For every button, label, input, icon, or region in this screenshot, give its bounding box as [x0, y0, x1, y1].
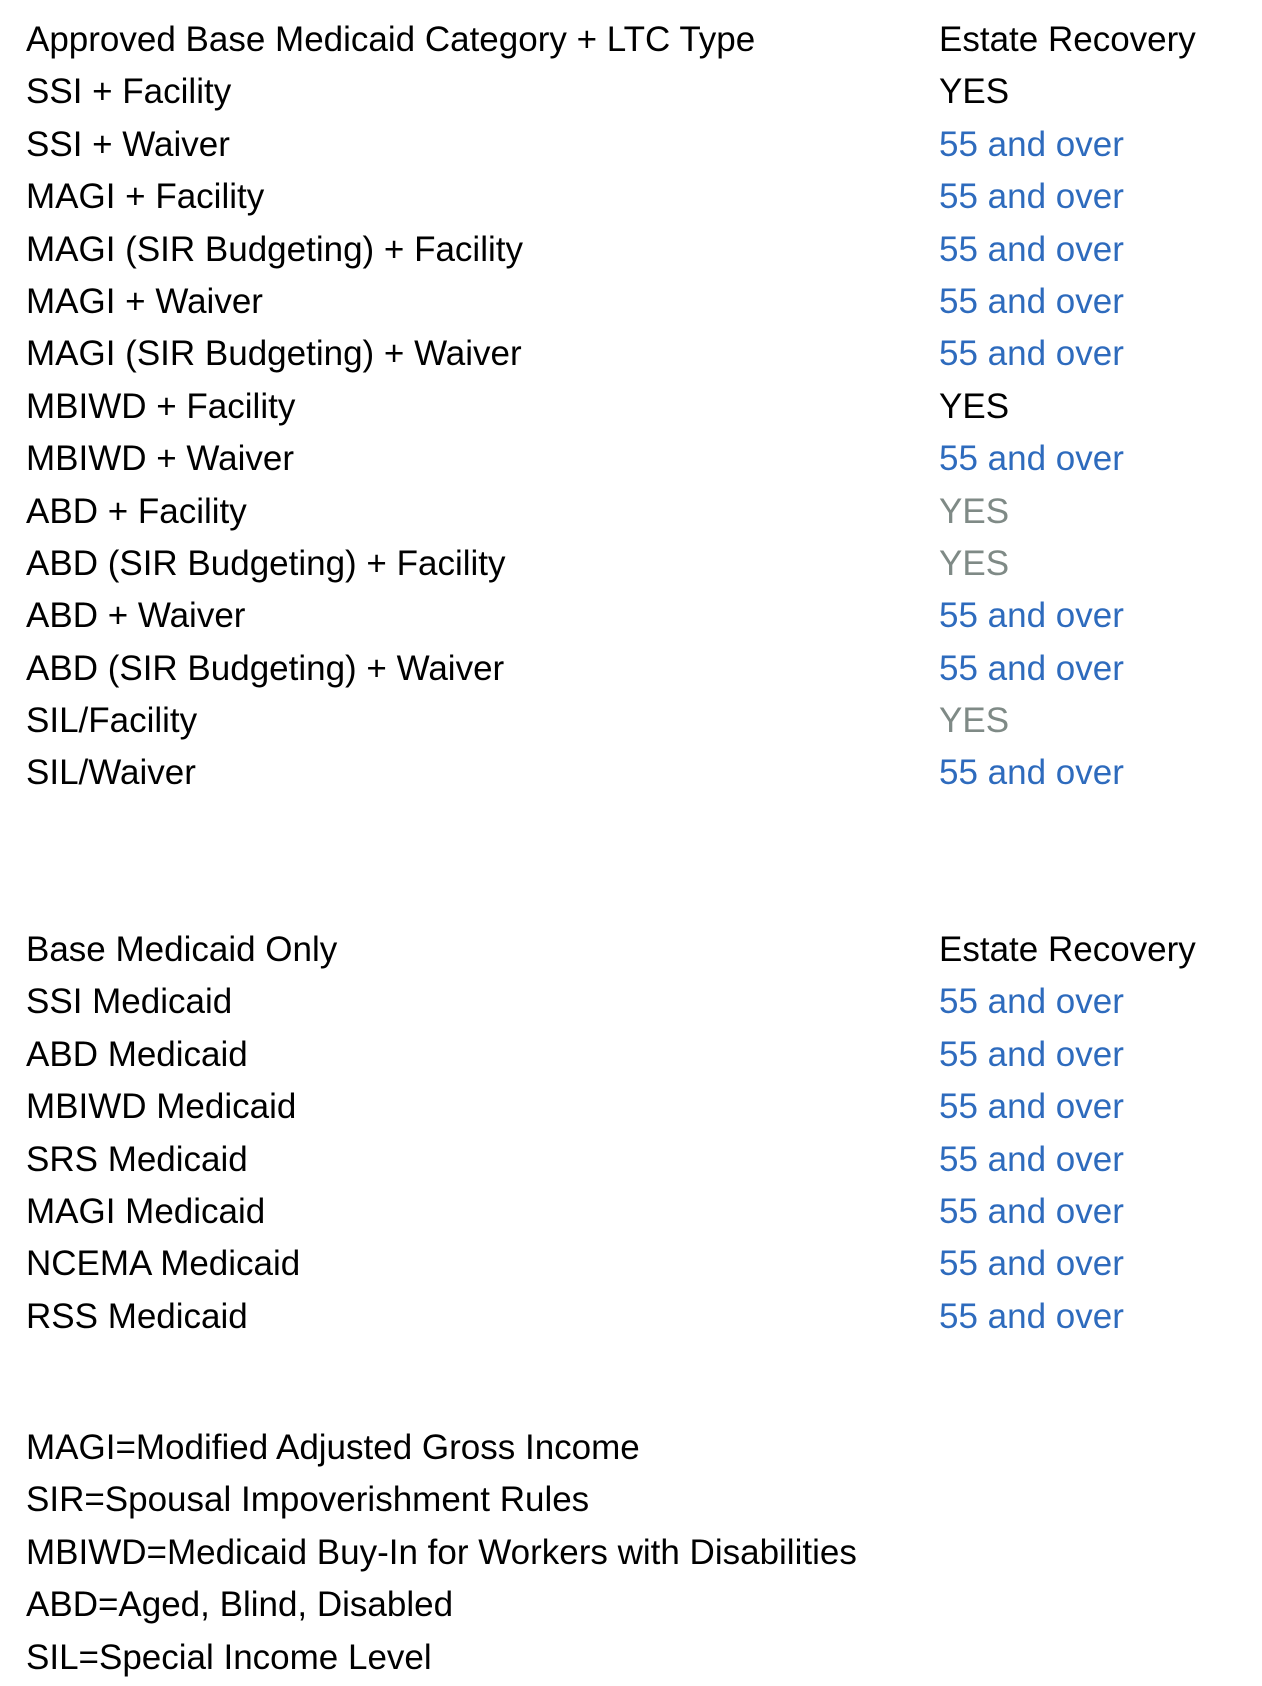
table-row — [26, 1029, 1256, 1081]
category-cell: SRS Medicaid — [26, 1139, 248, 1179]
estate-recovery-cell: 55 and over — [939, 1244, 1124, 1284]
estate-recovery-cell: 55 and over — [939, 1139, 1124, 1179]
category-cell: MAGI Medicaid — [26, 1191, 266, 1231]
category-cell: MBIWD + Waiver — [26, 439, 295, 479]
category-header: Approved Base Medicaid Category + LTC Type — [26, 20, 756, 59]
ltc-table — [26, 14, 1256, 800]
table-row — [26, 381, 1256, 433]
legend-item: SIR=Spousal Impoverishment Rules — [26, 1480, 590, 1520]
table-row — [26, 224, 1256, 276]
table-row — [26, 643, 1256, 695]
estate-recovery-cell: YES — [939, 386, 1010, 426]
estate-recovery-cell: 55 and over — [939, 1296, 1124, 1336]
estate-recovery-cell: 55 and over — [939, 281, 1124, 321]
table-row — [26, 1186, 1256, 1238]
estate-recovery-cell: 55 and over — [939, 177, 1124, 217]
table-row — [26, 976, 1256, 1028]
table-row — [26, 486, 1256, 538]
estate-recovery-cell: 55 and over — [939, 229, 1124, 269]
category-cell: ABD Medicaid — [26, 1034, 248, 1074]
category-cell: MAGI + Waiver — [26, 281, 263, 321]
category-cell: SSI Medicaid — [26, 982, 233, 1022]
legend-item: SIL=Special Income Level — [26, 1637, 432, 1677]
estate-recovery-cell: YES — [939, 543, 1010, 583]
estate-recovery-cell: 55 and over — [939, 334, 1124, 374]
estate-recovery-cell: 55 and over — [939, 1087, 1124, 1127]
category-header: Base Medicaid Only — [26, 930, 338, 969]
table-row — [26, 538, 1256, 590]
table-row — [26, 1134, 1256, 1186]
estate-recovery-cell: 55 and over — [939, 982, 1124, 1022]
category-cell: SSI + Waiver — [26, 124, 230, 164]
table-row — [26, 1291, 1256, 1343]
table-row — [26, 66, 1256, 118]
base-table-header — [26, 924, 1256, 976]
estate-recovery-cell: 55 and over — [939, 1191, 1124, 1231]
estate-recovery-cell: 55 and over — [939, 753, 1124, 793]
table-row — [26, 1238, 1256, 1290]
table-row — [26, 747, 1256, 799]
category-cell: ABD + Facility — [26, 491, 247, 531]
table-row — [26, 276, 1256, 328]
category-cell: MAGI (SIR Budgeting) + Facility — [26, 229, 523, 269]
category-cell: NCEMA Medicaid — [26, 1244, 301, 1284]
category-cell: RSS Medicaid — [26, 1296, 248, 1336]
table-row — [26, 695, 1256, 747]
table-row — [26, 171, 1256, 223]
legend-item: MBIWD=Medicaid Buy-In for Workers with Disabilities — [26, 1532, 857, 1572]
estate-recovery-cell: YES — [939, 72, 1010, 112]
table-row — [26, 1081, 1256, 1133]
legend-item: ABD=Aged, Blind, Disabled — [26, 1585, 454, 1625]
legend-item: MAGI=Modified Adjusted Gross Income — [26, 1428, 640, 1467]
table-row — [26, 119, 1256, 171]
estate-recovery-header: Estate Recovery — [939, 930, 1196, 969]
abbreviation-legend — [26, 1422, 1256, 1684]
base-table — [26, 924, 1256, 1343]
category-cell: SSI + Facility — [26, 72, 232, 112]
category-cell: MAGI (SIR Budgeting) + Waiver — [26, 334, 522, 374]
estate-recovery-cell: 55 and over — [939, 124, 1124, 164]
category-cell: ABD + Waiver — [26, 596, 246, 636]
estate-recovery-cell: YES — [939, 701, 1010, 741]
category-cell: ABD (SIR Budgeting) + Waiver — [26, 648, 505, 688]
category-cell: MBIWD Medicaid — [26, 1087, 297, 1127]
estate-recovery-cell: YES — [939, 491, 1010, 531]
table-row — [26, 328, 1256, 380]
category-cell: MAGI + Facility — [26, 177, 265, 217]
table-row — [26, 433, 1256, 485]
estate-recovery-cell: 55 and over — [939, 596, 1124, 636]
estate-recovery-cell: 55 and over — [939, 439, 1124, 479]
category-cell: SIL/Waiver — [26, 753, 196, 793]
estate-recovery-header: Estate Recovery — [939, 20, 1196, 59]
category-cell: ABD (SIR Budgeting) + Facility — [26, 543, 506, 583]
category-cell: MBIWD + Facility — [26, 386, 296, 426]
table-row — [26, 590, 1256, 642]
estate-recovery-cell: 55 and over — [939, 1034, 1124, 1074]
estate-recovery-cell: 55 and over — [939, 648, 1124, 688]
ltc-table-header — [26, 14, 1256, 66]
category-cell: SIL/Facility — [26, 701, 198, 741]
